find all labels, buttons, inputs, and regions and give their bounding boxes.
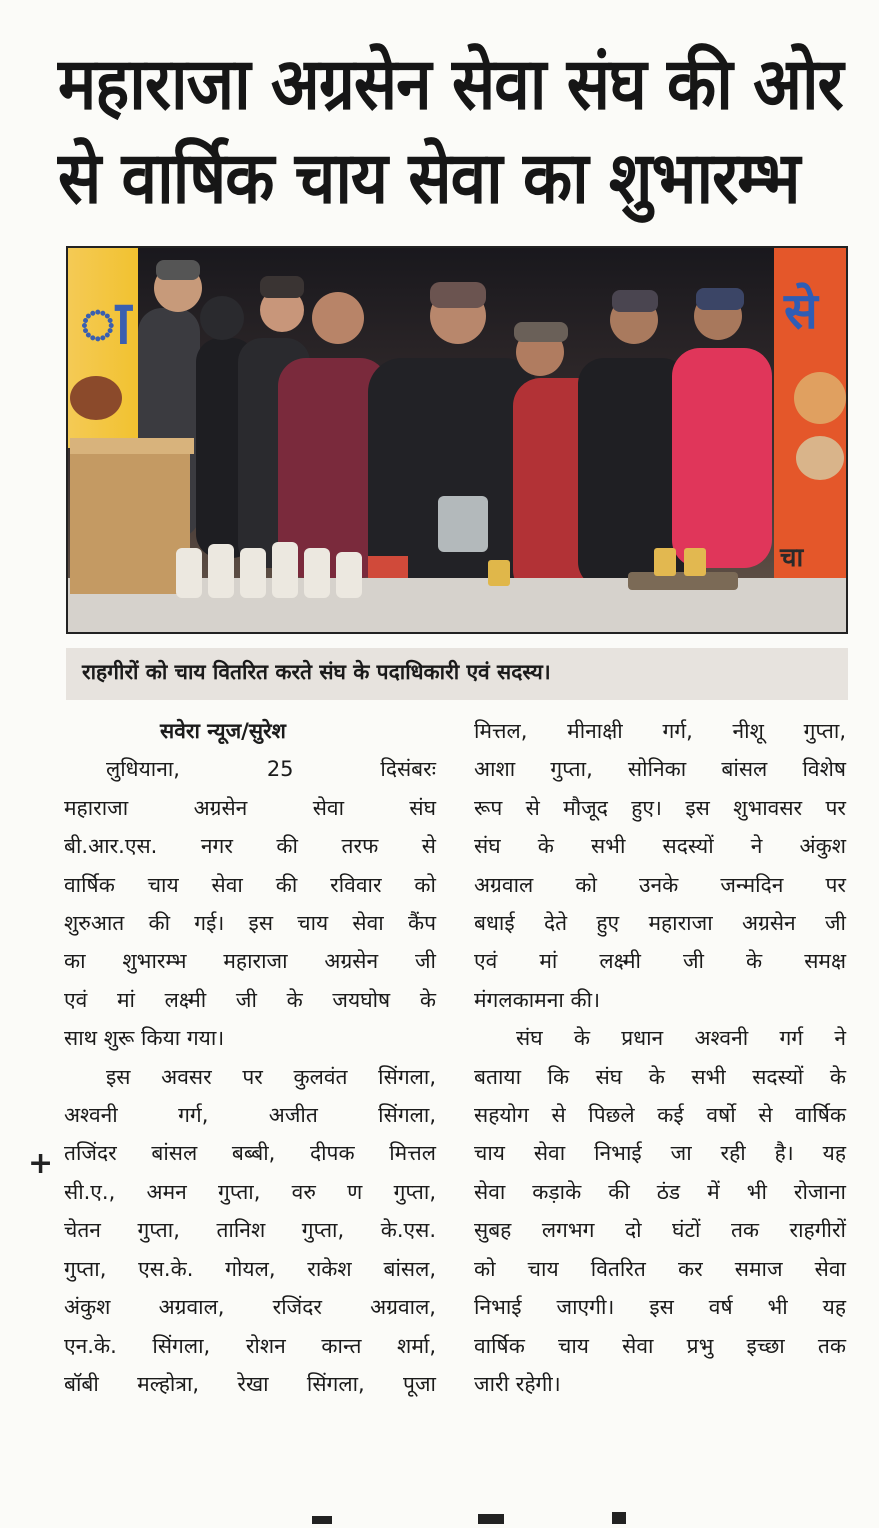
cut-off-next-article [0,1506,879,1524]
article-line: बधाई देते हुए महाराजा अग्रसेन जी [474,911,846,936]
article-line: आशा गुप्ता, सोनिका बांसल विशेष [474,757,846,782]
article-line: अग्रवाल को उनके जन्मदिन पर [474,872,846,897]
article-line: बॉबी मल्होत्रा, रेखा सिंगला, पूजा [64,1371,436,1396]
article-line: सहयोग से पिछले कई वर्षो से वार्षिक [474,1103,846,1128]
article-line: साथ शुरू किया गया। [64,1026,225,1051]
photo-illustration [68,248,846,632]
article-line: तजिंदर बांसल बब्बी, दीपक मित्तल [64,1141,436,1166]
cut-off-glyphs [0,1506,879,1524]
article-line: चेतन गुप्ता, तानिश गुप्ता, के.एस. [64,1218,436,1243]
news-photo [66,246,848,634]
banner-left-text: ा [80,288,132,358]
article-line: एवं मां लक्ष्मी जी के जयघोष के [64,987,436,1012]
article-line: मित्तल, मीनाक्षी गर्ग, नीशू गुप्ता, [474,719,846,743]
article-line: संघ के प्रधान अश्वनी गर्ग ने [516,1026,846,1051]
article-line: अश्वनी गर्ग, अजीत सिंगला, [64,1103,436,1128]
article-column-right [474,712,846,1403]
article-line: महाराजा अग्रसेन सेवा संघ [64,795,436,820]
article-line: निभाई जाएगी। इस वर्ष भी यह [474,1295,846,1320]
article-line: बताया कि संघ के सभी सदस्यों के [474,1064,846,1089]
article-line: वार्षिक चाय सेवा की रविवार को [64,872,436,897]
article-line: मंगलकामना की। [474,987,601,1012]
article-line: एवं मां लक्ष्मी जी के समक्ष [474,949,846,974]
article-column-left [64,712,436,1403]
article-line: शुरुआत की गई। इस चाय सेवा कैंप [64,911,436,936]
article-line: वार्षिक चाय सेवा प्रभु इच्छा तक [474,1333,846,1358]
article-line: अंकुश अग्रवाल, रजिंदर अग्रवाल, [64,1295,436,1320]
article-line: गुप्ता, एस.के. गोयल, राकेश बांसल, [64,1256,436,1281]
headline [58,38,858,226]
article-line: संघ के सभी सदस्यों ने अंकुश [474,834,846,859]
article-line: जारी रहेगी। [474,1371,561,1396]
byline: सवेरा न्यूज/सुरेश [160,719,286,743]
article-line: का शुभारम्भ महाराजा अग्रसेन जी [64,949,436,974]
photo-caption [66,648,848,700]
headline-line-1: महाराजा अग्रसेन सेवा संघ की ओर [58,43,843,127]
headline-line-2: से वार्षिक चाय सेवा का शुभारम्भ [58,137,800,221]
photo-caption-text: राहगीरों को चाय वितरित करते संघ के पदाधिकारी एवं सदस्य। [82,660,551,684]
article-line: सुबह लगभग दो घंटों तक राहगीरों [474,1218,846,1243]
article-line: रूप से मौजूद हुए। इस शुभावसर पर [474,795,846,820]
article-line: चाय सेवा निभाई जा रही है। यह [474,1141,846,1166]
article-line: लुधियाना, 25 दिसंबरः [106,757,436,782]
margin-plus-mark: + [28,1146,54,1181]
article-line: एन.के. सिंगला, रोशन कान्त शर्मा, [64,1333,436,1358]
banner-right-bottom-text: चा [780,543,804,573]
article-line: को चाय वितरित कर समाज सेवा [474,1256,846,1281]
banner-right-text: से [784,282,818,340]
article-line: बी.आर.एस. नगर की तरफ से [64,834,436,859]
article-line: इस अवसर पर कुलवंत सिंगला, [106,1064,436,1089]
article-line: सेवा कड़ाके की ठंड में भी रोजाना [474,1179,846,1204]
article-line: सी.ए., अमन गुप्ता, वरु ण गुप्ता, [64,1179,436,1204]
